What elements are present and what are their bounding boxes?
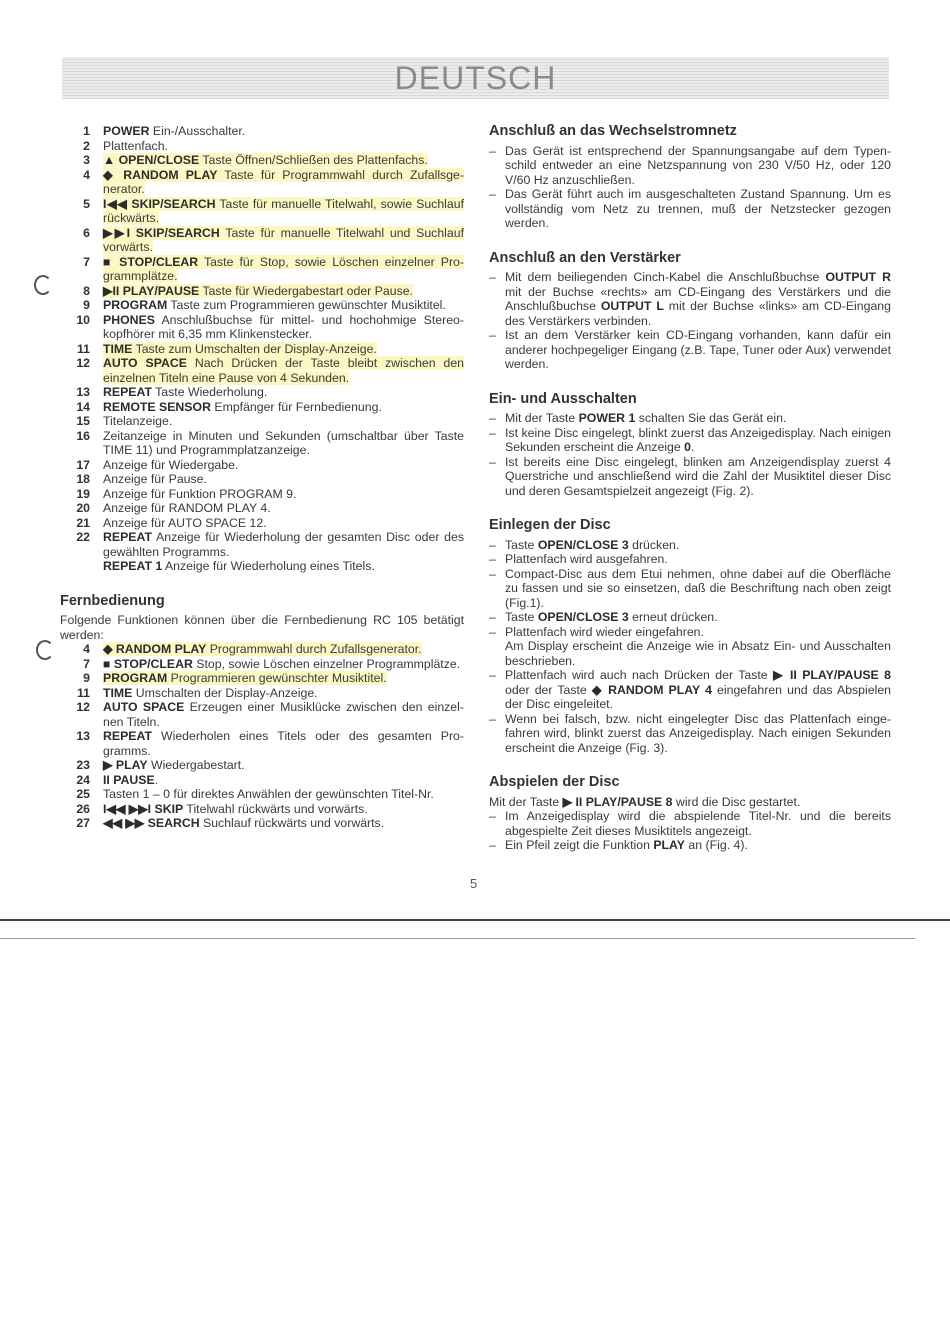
- list-item: [60, 758, 464, 773]
- list-item: [60, 657, 464, 672]
- item-number: 11: [77, 685, 90, 700]
- list-item: – Compact-Disc aus dem Etui nehmen, ohne dabei auf die Oberfläche zu fassen und sie so einsetzen, daß die Beschriftung nach oben zeigt (Fig.1).: [489, 566, 891, 610]
- list-item: [60, 501, 464, 516]
- list-item: [60, 530, 464, 559]
- item-key: ▶ PLAY: [103, 758, 148, 772]
- item-key: PHONES: [103, 312, 155, 327]
- page-edge-line: [0, 919, 950, 921]
- item-number: 10: [76, 312, 90, 327]
- item-number: 27: [76, 816, 90, 830]
- list-item: – Ist keine Disc eingelegt, blinkt zuerst das Anzeigedisplay. Nach einigen Sekunden erscheint die Anzeige 0.: [489, 425, 891, 454]
- item-number: 4: [83, 167, 90, 182]
- item-key: ◆ RANDOM PLAY: [103, 642, 207, 656]
- list-item: [60, 802, 464, 817]
- list-item: [60, 356, 464, 385]
- item-number: 21: [76, 515, 90, 530]
- item-number: 8: [83, 283, 90, 298]
- item-number: 24: [76, 772, 90, 787]
- item-key: ◀◀ ▶▶ SEARCH: [103, 816, 200, 830]
- right-column: [489, 124, 891, 853]
- item-text: Wiedergabestart.: [147, 758, 245, 772]
- item-number: 22: [76, 530, 90, 544]
- item-number: 7: [83, 254, 90, 269]
- item-key: PROGRAM: [103, 298, 168, 312]
- item-key: ■ STOP/CLEAR: [103, 656, 193, 671]
- item-key: PROGRAM: [103, 671, 168, 685]
- item-text: .: [154, 772, 159, 787]
- list-item: [60, 284, 464, 299]
- item-text: Umschalten der Display-Anzeige.: [132, 685, 318, 700]
- item-text: Anzeige für Pause.: [103, 472, 207, 486]
- item-text: Taste Öffnen/Schließen des Plattenfachs.: [199, 153, 428, 167]
- item-text: Titelanzeige.: [103, 414, 173, 428]
- page-edge-line: [0, 938, 915, 939]
- list-item: [60, 773, 464, 788]
- item-number: 13: [76, 729, 90, 743]
- item-number: 5: [83, 196, 90, 211]
- item-key: ▶▶I SKIP/SEARCH: [103, 225, 220, 240]
- item-text: Taste für Wiedergabestart oder Pause.: [199, 283, 413, 298]
- list-item: – Das Gerät ist entsprechend der Spannungsangabe auf dem Typenschild entweder an eine Netzspannung von 230 V/50 Hz, oder 120 V/60 Hz anzuschließen.: [489, 143, 891, 187]
- list-item: – Plattenfach wird auch nach Drücken der Taste ▶ II PLAY/PAUSE 8 oder der Taste ◆ RANDOM PLAY 4 eingefahren und das Abspielen der Disc eingeleitet.: [489, 668, 891, 711]
- item-number: 26: [76, 801, 90, 816]
- page-number: 5: [470, 876, 478, 891]
- list-item: [60, 124, 464, 139]
- list-item: [60, 197, 464, 226]
- item-key: TIME: [103, 685, 133, 700]
- list-item: [60, 429, 464, 458]
- list-item: – Mit der Taste POWER 1 schalten Sie das Gerät ein.: [489, 411, 787, 425]
- list-item: – Plattenfach wird ausgefahren.: [489, 552, 668, 566]
- item-key: REPEAT: [103, 385, 152, 399]
- list-item: – Taste OPEN/CLOSE 3 erneut drücken.: [489, 610, 718, 624]
- list-item: [60, 153, 464, 168]
- item-key: ◆ RANDOM PLAY: [103, 167, 218, 182]
- item-text: Anzeige für Funktion PROGRAM 9.: [103, 486, 297, 501]
- item-key: REMOTE SENSOR: [103, 399, 211, 414]
- item-number: 25: [76, 787, 90, 801]
- item-text: Taste für manuelle Titelwahl und Suchlauf vorwärts.: [103, 225, 464, 254]
- list-item: – Wenn bei falsch, bzw. nicht eingelegter Disc das Plattenfach eingefahren wird, blinkt zuerst das Anzeigedisplay. Nach einigen Sekunden erscheint die Anzeige (Fig. 3).: [489, 711, 891, 755]
- item-number: 2: [83, 138, 90, 153]
- item-number: 17: [76, 457, 90, 472]
- controls-list: [60, 124, 464, 559]
- item-number: 9: [83, 671, 90, 685]
- list-item: [60, 816, 464, 831]
- item-text: Taste zum Programmieren gewünschter Musiktitel.: [167, 298, 446, 312]
- item-text: Anzeige für Wiederholung der gesamten Disc oder des gewählten Programms.: [103, 530, 464, 559]
- list-item: – Ist bereits eine Disc eingelegt, blinken am Anzeigendisplay zuerst 4 Querstriche und anschließend wird die Zahl der Musiktitel dieser Disc und deren Gesamtspielzeit angezeigt (Fig. 2).: [489, 454, 891, 498]
- item-text: Anschlußbuchse für mittel- und hochohmige Stereokopfhörer mit 6,35 mm Klinkenstecker.: [103, 312, 464, 341]
- item-number: 9: [83, 298, 90, 312]
- section-title-onoff: Ein- und Ausschalten: [489, 390, 637, 407]
- item-number: 6: [83, 225, 90, 240]
- item-text: Tasten 1 – 0 für direktes Anwählen der gewünschten Titel-Nr.: [103, 787, 434, 801]
- list-item: [60, 385, 464, 400]
- list-item: [60, 458, 464, 473]
- list-item: [60, 729, 464, 758]
- list-item: [60, 787, 464, 802]
- list-item: [60, 414, 464, 429]
- list-item: [60, 298, 464, 313]
- remote-intro: Folgende Funktionen können über die Fernbedienung RC 105 betätigt werden:: [60, 613, 464, 642]
- list-item: [60, 226, 464, 255]
- item-number: 11: [77, 341, 90, 356]
- list-item: [60, 313, 464, 342]
- item-text: Programmieren gewünschter Musiktitel.: [167, 671, 387, 685]
- list-item: [60, 642, 464, 657]
- list-item: – Mit dem beiliegenden Cinch-Kabel die Anschlußbuchse OUTPUT R mit der Buchse «rechts» am CD-Eingang des Verstärkers und die Anschlußbuchse OUTPUT L mit der Buchse «links» am CD-Eingang des Verstärkers verbinden.: [489, 270, 891, 328]
- item-number: 19: [76, 486, 90, 501]
- item-text: Taste für Programmwahl durch Zufallsgenerator.: [103, 167, 464, 196]
- item-number: 18: [76, 472, 90, 486]
- item-number: 12: [76, 700, 90, 714]
- list-item: – Taste OPEN/CLOSE 3 drücken.: [489, 537, 680, 552]
- page-title: DEUTSCH: [394, 60, 557, 96]
- item-number: 23: [76, 758, 90, 772]
- item-key: TIME: [103, 341, 133, 356]
- list-item: [60, 342, 464, 357]
- item-key: REPEAT: [103, 530, 152, 544]
- item-number: 4: [83, 642, 90, 656]
- item-number: 14: [76, 399, 90, 414]
- list-item: [60, 671, 464, 686]
- list-item: [60, 686, 464, 701]
- page-header-band: [62, 57, 889, 99]
- binder-hole-icon: [34, 275, 52, 295]
- list-item: – Plattenfach wird wieder eingefahren.: [489, 624, 704, 639]
- section-title-power: Anschluß an das Wechselstromnetz: [489, 123, 737, 139]
- item-text: Taste für manuelle Titelwahl, sowie Suchlauf rückwärts.: [103, 196, 464, 225]
- section-title-insert: Einlegen der Disc: [489, 517, 611, 533]
- left-column: [60, 124, 464, 831]
- item-key: AUTO SPACE: [103, 356, 187, 370]
- list-item: – Das Gerät führt auch im ausgeschalteten Zustand Spannung. Um es vollständig vom Netz zu trennen, muß der Netzstecker gezogen werden.: [489, 187, 891, 230]
- item-number: 1: [83, 124, 90, 138]
- section-title-amplifier: Anschluß an den Verstärker: [489, 249, 681, 266]
- item-key: POWER: [103, 124, 150, 138]
- list-item: [60, 255, 464, 284]
- item-key: I◀◀ ▶▶I SKIP: [103, 801, 184, 816]
- item-text: Anzeige für AUTO SPACE 12.: [103, 515, 267, 530]
- item-number: 16: [76, 428, 90, 443]
- item-text: Titelwahl rückwärts und vorwärts.: [183, 801, 368, 816]
- list-item-extra: REPEAT 1 Anzeige für Wiederholung eines Titels.: [103, 559, 375, 573]
- list-item: [60, 168, 464, 197]
- item-key: I◀◀ SKIP/SEARCH: [103, 196, 216, 211]
- item-number: 20: [76, 501, 90, 515]
- remote-heading: Fernbedienung: [60, 592, 165, 609]
- item-number: 15: [76, 414, 90, 428]
- item-key: II PAUSE: [103, 772, 155, 787]
- item-key: ▲ OPEN/CLOSE: [103, 153, 200, 167]
- list-item: – Ist an dem Verstärker kein CD-Eingang vorhanden, kann dafür ein anderer hochpegeliger Eingang (z.B. Tape, Tuner oder Aux) verwendet werden.: [489, 328, 891, 371]
- list-item: – Ein Pfeil zeigt die Funktion PLAY an (Fig. 4).: [489, 838, 748, 852]
- list-item: [60, 400, 464, 415]
- item-text: Plattenfach.: [103, 138, 168, 153]
- item-text: Ein-/Ausschalter.: [149, 124, 246, 138]
- item-text: Taste für Stop, sowie Löschen einzelner Programmplätze.: [103, 254, 464, 283]
- list-item: [60, 700, 464, 729]
- item-text: Stop, sowie Löschen einzelner Programmplätze.: [192, 656, 461, 671]
- item-key: ■ STOP/CLEAR: [103, 254, 199, 269]
- item-text: Empfänger für Fernbedienung.: [210, 399, 382, 414]
- item-number: 7: [83, 656, 90, 671]
- binder-hole-icon: [36, 640, 54, 660]
- section-title-play: Abspielen der Disc: [489, 774, 620, 790]
- item-text: Nach Drücken der Taste bleibt zwischen den einzelnen Titeln eine Pause von 4 Sekunden.: [103, 356, 464, 385]
- list-item: [60, 487, 464, 502]
- list-item-continuation: Am Display erscheint die Anzeige wie in Absatz Ein- und Ausschalten beschrieben.: [505, 639, 891, 668]
- play-intro: Mit der Taste ▶ II PLAY/PAUSE 8 wird die Disc gestartet.: [489, 794, 801, 809]
- list-item: [60, 139, 464, 154]
- item-text: Taste Wiederholung.: [151, 385, 268, 399]
- item-number: 12: [76, 356, 90, 370]
- item-number: 3: [83, 153, 90, 167]
- item-text: Zeitanzeige in Minuten und Sekunden (umschaltbar über Taste TIME 11) und Programmplatzanzeige.: [103, 428, 464, 457]
- item-key: ▶II PLAY/PAUSE: [103, 283, 200, 298]
- list-item: [60, 516, 464, 531]
- item-key: REPEAT: [103, 729, 152, 743]
- item-key: AUTO SPACE: [103, 700, 185, 714]
- item-text: Anzeige für Wiedergabe.: [103, 457, 239, 472]
- item-key: REPEAT 1: [103, 559, 163, 573]
- item-text: Taste zum Umschalten der Display-Anzeige.: [132, 341, 377, 356]
- item-text: Anzeige für RANDOM PLAY 4.: [103, 501, 271, 515]
- item-text: Wiederholen eines Titels oder des gesamten Programms.: [103, 729, 464, 758]
- item-text: Programmwahl durch Zufallsgenerator.: [206, 642, 422, 656]
- item-text: Erzeugen einer Musiklücke zwischen den einzelnen Titeln.: [103, 700, 464, 729]
- item-text: Suchlauf rückwärts und vorwärts.: [199, 816, 385, 830]
- item-number: 13: [76, 385, 90, 399]
- list-item: [60, 472, 464, 487]
- remote-list: [60, 642, 464, 831]
- list-item: – Im Anzeigedisplay wird die abspielende Titel-Nr. und die bereits abgespielte Zeit dieses Musiktitels angezeigt.: [489, 809, 891, 838]
